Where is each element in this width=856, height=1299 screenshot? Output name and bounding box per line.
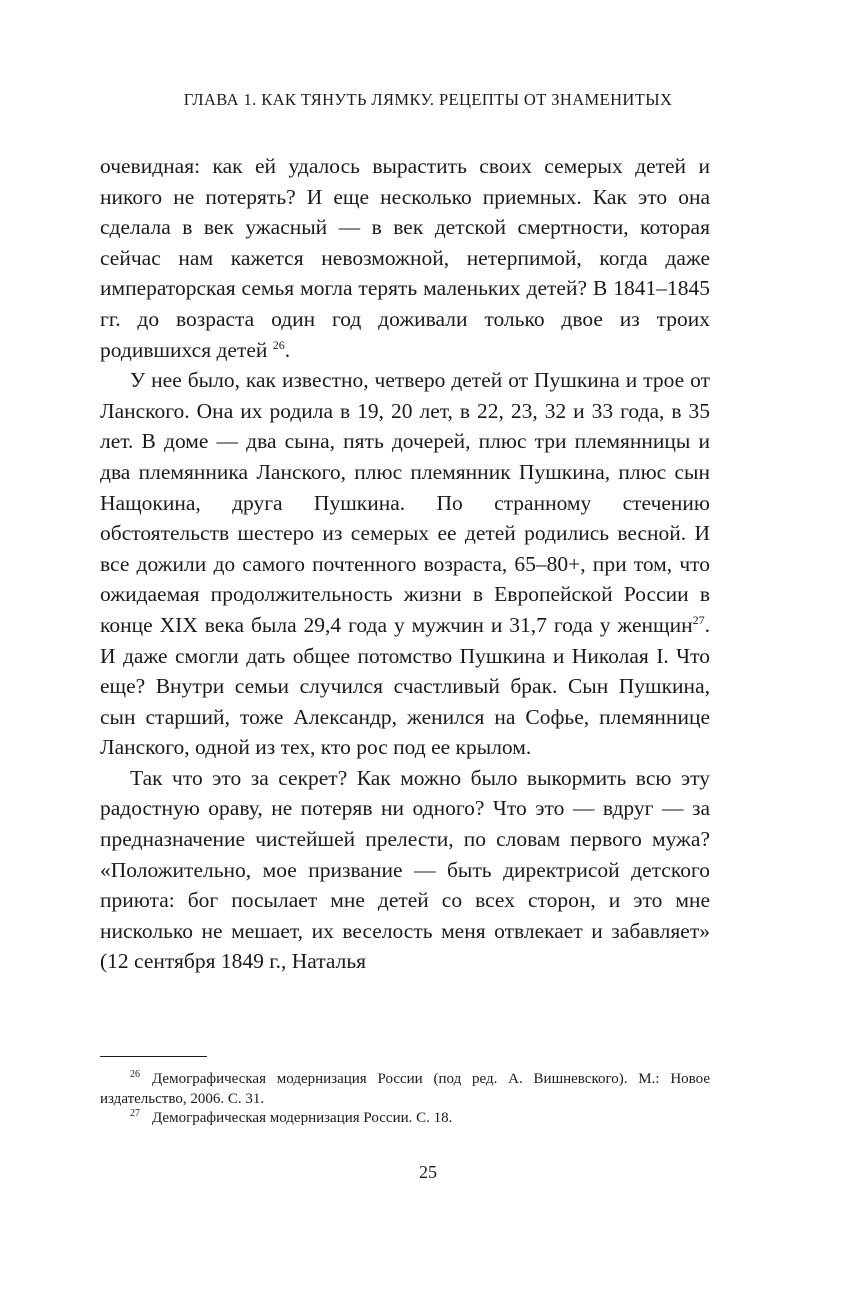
footnote-26 [100, 1070, 710, 1109]
paragraph-2 [100, 365, 710, 763]
footnote-text: Демографическая модернизация России (под ред. А. Вишневского). М.: Новое издательство, 2006. С. 31. [100, 1071, 710, 1107]
paragraph-3-text: Так что это за секрет? Как можно было выкормить всю эту радостную ораву, не потеряв ни одного? Что это — вдруг — за предназначение чистейшей прелести, по словам первого мужа? «Положительно, мое призвание — быть директрисой детского приюта: бог посылает мне детей со всех сторон, и это мне нисколько не мешает, их веселость меня отвлекает и забавляет» (12 сентября 1849 г., Наталья [100, 765, 710, 974]
footnote-ref-27[interactable]: 27 [692, 612, 705, 627]
footnote-separator [100, 1056, 207, 1057]
main-text [100, 151, 710, 977]
paragraph-3 [100, 763, 710, 977]
footnote-number: 26 [130, 1069, 140, 1080]
footnote-number: 27 [130, 1108, 140, 1119]
page-number: 25 [419, 1162, 437, 1182]
footnote-ref-26[interactable]: 26 [272, 337, 285, 352]
footnote-27 [100, 1109, 710, 1129]
paragraph-1-text: очевидная: как ей удалось вырастить своих семерых детей и никого не потерять? И еще несколько приемных. Как это она сделала в век ужасный — в век детской смертности, которая сейчас нам кажется невозможной, нетерпимой, когда даже императорская семья могла терять маленьких детей? В 1841–1845 гг. до возраста один год доживали только двое из троих родившихся детей [100, 154, 710, 362]
paragraph-1-end: . [284, 337, 291, 362]
paragraph-1 [100, 151, 710, 365]
running-title: ГЛАВА 1. КАК ТЯНУТЬ ЛЯМКУ. РЕЦЕПТЫ ОТ ЗНАМЕНИТЫХ [183, 90, 673, 109]
paragraph-2-text: У нее было, как известно, четверо детей от Пушкина и трое от Ланского. Она их родила в 19, 20 лет, в 22, 23, 32 и 33 года, в 35 лет. В доме — два сына, пять дочерей, плюс три племянницы и два племянника Ланского, плюс племянник Пушкина, плюс сын Нащокина, друга Пушкина. По странному стечению обстоятельств шестеро из семерых ее детей родились весной. И все дожили до самого почтенного возраста, 65–80+, при том, что ожидаемая продолжительность жизни в Европейской России в конце XIX века была 29,4 года у мужчин и 31,7 года у женщин [100, 368, 710, 637]
footnote-text: Демографическая модернизация России. С. 18. [152, 1110, 453, 1126]
paragraph-2-end: . И даже смогли дать общее потомство Пушкина и Николая I. Что еще? Внутри семьи случился счастливый брак. Сын Пушкина, сын старший, тоже Александр, женился на Софье, племяннице Ланского, одной из тех, кто рос под ее крылом. [100, 612, 710, 760]
footnotes [100, 1070, 710, 1129]
